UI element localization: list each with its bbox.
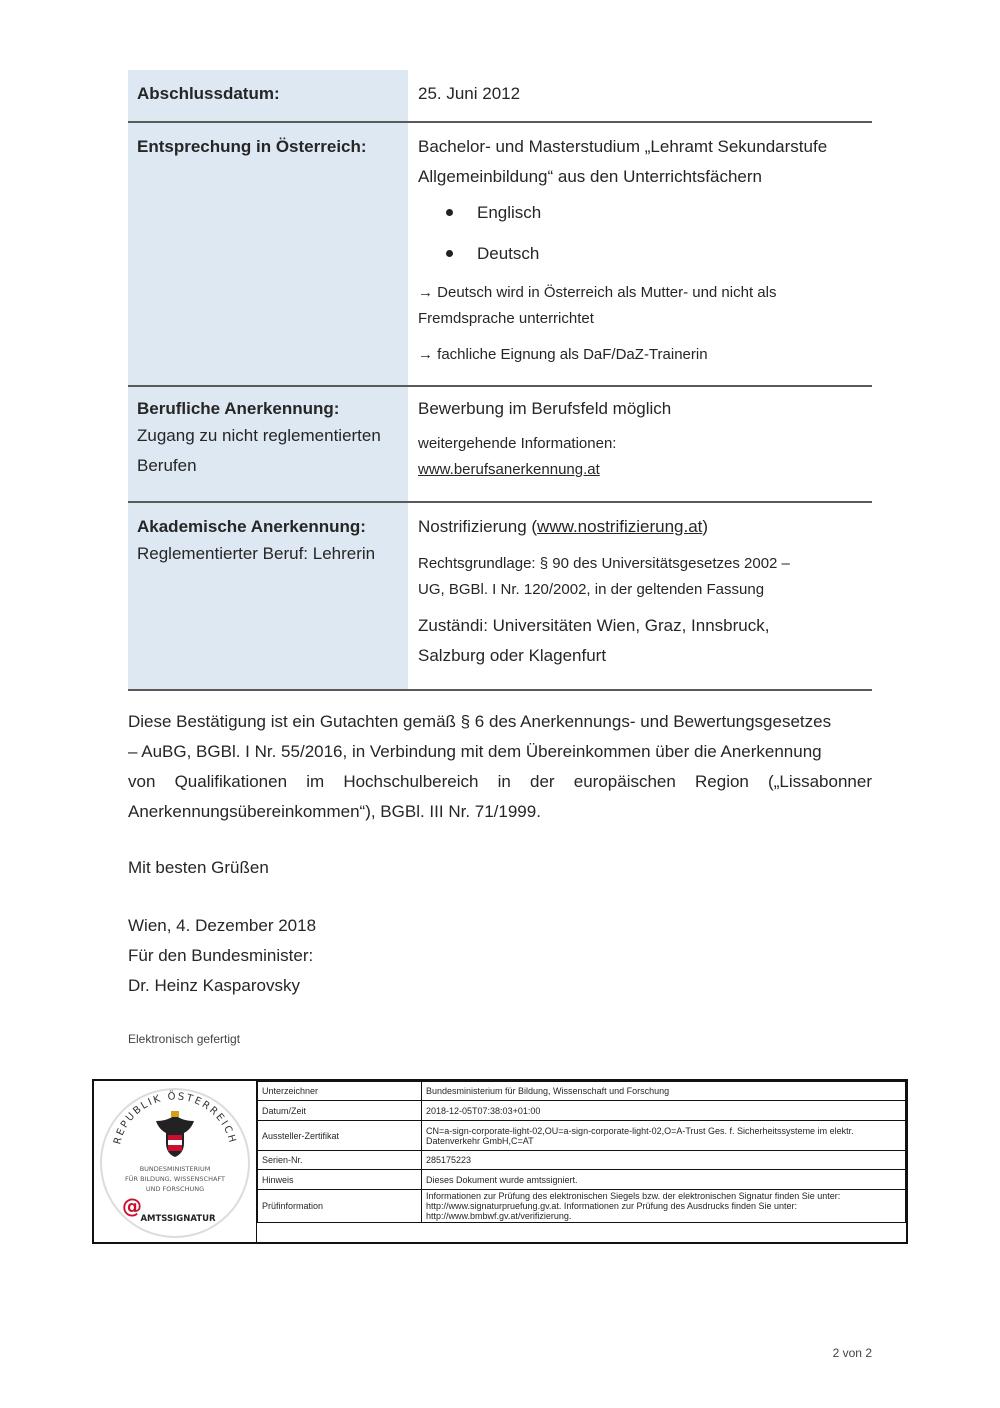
entsprechung-text-line2: Allgemeinbildung“ aus den Unterrichtsfächern [418, 167, 762, 186]
berufliche-sub-line2: Berufen [137, 456, 197, 475]
row-label-cell [128, 123, 408, 385]
sig-value: Bundesministerium für Bildung, Wissenschaft und Forschung [422, 1082, 906, 1101]
row-label-cell [128, 70, 408, 121]
place-date: Wien, 4. Dezember 2018 [128, 916, 317, 935]
seal-ministry-line2: FÜR BILDUNG, WISSENSCHAFT [124, 1175, 226, 1183]
closing-greeting: Mit besten Grüßen [128, 858, 269, 877]
sig-key: Prüfinformation [258, 1190, 422, 1223]
sig-key: Datum/Zeit [258, 1101, 422, 1121]
signature-block [92, 1079, 908, 1244]
page-number: 2 von 2 [832, 1346, 872, 1360]
at-symbol-icon: @ [122, 1194, 142, 1218]
row-akademische-anerkennung [128, 503, 872, 691]
sig-key: Aussteller-Zertifikat [258, 1121, 422, 1151]
row-value-cell [408, 387, 872, 501]
paragraph-line3: von Qualifikationen im Hochschulbereich in der europäischen Region („Lissabonner [128, 772, 872, 791]
row-label-cell [128, 503, 408, 689]
berufsanerkennung-link[interactable]: www.berufsanerkennung.at [418, 461, 600, 478]
table-row [258, 1151, 906, 1170]
subject-list-item [418, 233, 872, 274]
abschlussdatum-label: Abschlussdatum: [137, 84, 280, 103]
row-abschlussdatum [128, 70, 872, 123]
sig-value: Informationen zur Prüfung des elektronischen Siegels bzw. der elektronischen Signatur finden Sie unter: http://www.signaturpruefung.gv.at. Informationen zur Prüfung des Ausdrucks finden Sie unter: http://www.bmbwf.gv.at/verifizierung. [422, 1190, 906, 1223]
note-daf-daz: → fachliche Eignung als DaF/DaZ-Trainerin [418, 346, 708, 363]
abschlussdatum-value: 25. Juni 2012 [418, 84, 521, 103]
table-row [258, 1190, 906, 1223]
seal-ministry-line1: BUNDESMINISTERIUM [139, 1165, 211, 1173]
table-row [258, 1082, 906, 1101]
seal-ministry-line3: UND FORSCHUNG [145, 1185, 205, 1193]
signoff-for: Für den Bundesminister: [128, 946, 314, 965]
responsible-line1: Zuständi: Universitäten Wien, Graz, Innsbruck, [418, 616, 770, 635]
table-row [258, 1170, 906, 1190]
entsprechung-text-line1: Bachelor- und Masterstudium „Lehramt Sekundarstufe [418, 137, 828, 156]
legal-paragraph [128, 707, 872, 827]
nostrifizierung-value [418, 515, 872, 539]
responsible-line2: Salzburg oder Klagenfurt [418, 646, 607, 665]
sig-value: Dieses Dokument wurde amtssigniert. [422, 1170, 906, 1190]
paragraph-line2: – AuBG, BGBl. I Nr. 55/2016, in Verbindung mit dem Übereinkommen über die Anerkennung [128, 742, 822, 761]
note-mother-tongue-line2: Fremdsprache unterrichtet [418, 310, 594, 327]
sig-key: Serien-Nr. [258, 1151, 422, 1170]
bullet-icon [446, 250, 453, 257]
row-entsprechung [128, 123, 872, 387]
bullet-icon [446, 209, 453, 216]
subject-englisch: Englisch [477, 202, 542, 222]
row-value-cell [408, 503, 872, 689]
legal-basis-line2: UG, BGBl. I Nr. 120/2002, in der geltenden Fassung [418, 581, 765, 598]
signature-table [257, 1081, 906, 1223]
table-row [258, 1101, 906, 1121]
paragraph-line1: Diese Bestätigung ist ein Gutachten gemäß § 6 des Anerkennungs- und Bewertungsgesetzes [128, 712, 832, 731]
row-berufliche-anerkennung [128, 387, 872, 503]
sig-value: 285175223 [422, 1151, 906, 1170]
sig-value: CN=a-sign-corporate-light-02,OU=a-sign-corporate-light-02,O=A-Trust Ges. f. Sicherheitssysteme im elektr. Datenverkehr GmbH,C=AT [422, 1121, 906, 1151]
sig-key: Hinweis [258, 1170, 422, 1190]
berufliche-label: Berufliche Anerkennung: [137, 399, 340, 418]
seal-label: AMTSSIGNATUR [140, 1214, 216, 1224]
recognition-table [128, 70, 872, 691]
row-label-cell [128, 387, 408, 501]
sig-key: Unterzeichner [258, 1082, 422, 1101]
berufliche-info: weitergehende Informationen: [418, 435, 617, 452]
sig-value: 2018-12-05T07:38:03+01:00 [422, 1101, 906, 1121]
legal-basis-line1: Rechtsgrundlage: § 90 des Universitätsgesetzes 2002 – [418, 555, 790, 572]
electronic-note: Elektronisch gefertigt [128, 1032, 241, 1046]
nostrifizierung-suffix: ) [702, 517, 709, 536]
akademische-label: Akademische Anerkennung: [137, 517, 366, 536]
akademische-sub: Reglementierter Beruf: Lehrerin [137, 544, 376, 563]
berufliche-value: Bewerbung im Berufsfeld möglich [418, 399, 672, 418]
official-seal [94, 1081, 257, 1242]
nostrifizierung-prefix: Nostrifizierung ( [418, 517, 538, 536]
row-value-cell [408, 70, 872, 121]
seal-graphic [94, 1081, 256, 1242]
signer-name: Dr. Heinz Kasparovsky [128, 976, 300, 995]
subject-list-item [418, 192, 872, 233]
table-row [258, 1121, 906, 1151]
row-value-cell [408, 123, 872, 385]
seal-arc-text: REPUBLIK ÖSTERREICH [112, 1091, 238, 1146]
paragraph-line4: Anerkennungsübereinkommen“), BGBl. III Nr. 71/1999. [128, 802, 541, 821]
nostrifizierung-link[interactable]: www.nostrifizierung.at [537, 517, 703, 536]
berufliche-sub-line1: Zugang zu nicht reglementierten [137, 426, 381, 445]
subject-deutsch: Deutsch [477, 243, 540, 263]
note-mother-tongue-line1: → Deutsch wird in Österreich als Mutter- und nicht als [418, 284, 777, 301]
entsprechung-label: Entsprechung in Österreich: [137, 137, 367, 156]
